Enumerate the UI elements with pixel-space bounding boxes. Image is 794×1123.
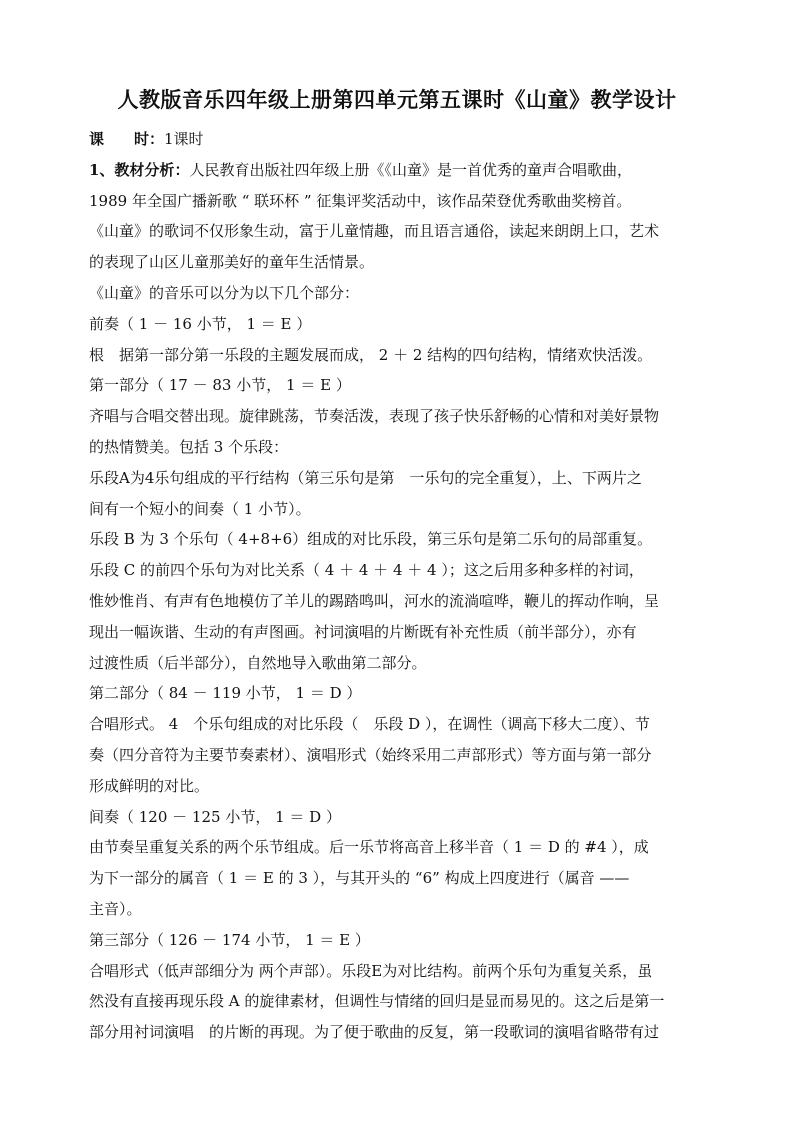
paragraph-line: 合唱形式（低声部细分为 两个声部）。乐段E为对比结构。前两个乐句为重复关系，虽	[89, 961, 653, 980]
section-1-heading-line	[89, 155, 714, 186]
paragraph-line: 乐段 B 为 3 个乐句（ 4+8+6）组成的对比乐段，第三乐句是第二乐句的局部重复。	[89, 530, 653, 549]
section-heading-part-2: 第二部分（ 84 － 119 小节， 1 ＝ D ）	[89, 684, 362, 703]
paragraph-line: 乐段 C 的前四个乐句为对比关系（ 4 ＋ 4 ＋ 4 ＋ 4 ）；这之后用多种多样的衬词，	[89, 561, 644, 580]
section-heading-part-1: 第一部分（ 17 － 83 小节， 1 ＝ E ）	[89, 376, 351, 395]
paragraph-line: 惟妙惟肖、有声有色地模仿了羊儿的踢踏鸣叫，河水的流淌喧哗，鞭儿的挥动作响，呈	[89, 591, 660, 610]
paragraph-line: 乐段A为4乐句组成的平行结构（第三乐句是第 一乐句的完全重复），上、下两片之	[89, 468, 642, 487]
section-heading-intro: 前奏（ 1 － 16 小节， 1 ＝ E ）	[89, 314, 312, 333]
paragraph-line: 人民教育出版社四年级上册《《山童》是一首优秀的童声合唱歌曲，	[189, 160, 632, 179]
paragraph-line: 齐唱与合唱交替出现。旋律跳荡，节奏活泼，表现了孩子快乐舒畅的心情和对美好景物	[89, 407, 660, 426]
paragraph-line: 的表现了山区儿童那美好的童年生活情景。	[89, 253, 375, 272]
paragraph-line: 现出一幅诙谐、生动的有声图画。衬词演唱的片断既有补充性质（前半部分），亦有	[89, 622, 637, 641]
paragraph-line: 《山童》的音乐可以分为以下几个部分：	[89, 283, 360, 302]
section-1-label: 1、教材分析：	[89, 160, 190, 179]
section-heading-interlude: 间奏（ 120 － 125 小节， 1 ＝ D ）	[89, 807, 341, 826]
lesson-hours-label: 课 时：	[89, 130, 165, 148]
document-title: 人教版音乐四年级上册第四单元第五课时《山童》教学设计	[117, 87, 677, 112]
lesson-hours-value: 1课时	[164, 130, 204, 148]
document-body	[89, 124, 714, 1048]
paragraph-line: 过渡性质（后半部分），自然地导入歌曲第二部分。	[89, 653, 427, 672]
paragraph-line: 的热情赞美。包括 3 个乐段：	[89, 437, 289, 456]
section-heading-part-3: 第三部分（ 126 － 174 小节， 1 ＝ E ）	[89, 930, 370, 949]
paragraph-line: 根 据第一部分第一乐段的主题发展而成， 2 ＋ 2 结构的四句结构，情绪欢快活泼。	[89, 345, 653, 364]
paragraph-line: 1989 年全国广播新歌 “ 联环杯 ” 征集评奖活动中，该作品荣登优秀歌曲奖榜首。	[89, 191, 632, 210]
paragraph-line: 间有一个短小的间奏（ 1 小节）。	[89, 499, 311, 518]
paragraph-line: 为下一部分的属音（ 1 ＝ E 的 3 ），与其开头的 “6” 构成上四度进行（属音 ——	[89, 869, 630, 888]
paragraph-line: 奏（四分音符为主要节奏素材）、演唱形式（始终采用二声部形式）等方面与第一部分	[89, 745, 652, 764]
paragraph-line: 形成鲜明的对比。	[89, 776, 210, 795]
paragraph-line: 主音）。	[89, 899, 142, 918]
paragraph-line: 《山童》的歌词不仅形象生动，富于儿童情趣，而且语言通俗，读起来朗朗上口，艺术	[89, 222, 660, 241]
paragraph-line: 合唱形式。 4 个乐句组成的对比乐段（ 乐段 D ），在调性（调高下移大二度）、节	[89, 715, 650, 734]
paragraph-line: 由节奏呈重复关系的两个乐节组成。后一乐节将高音上移半音（ 1 ＝ D 的 #4 ），成	[89, 838, 649, 857]
lesson-hours-line	[89, 124, 714, 155]
paragraph-line: 部分用衬词演唱 的片断的再现。为了便于歌曲的反复，第一段歌词的演唱省略带有过	[89, 1023, 660, 1042]
paragraph-line: 然没有直接再现乐段 A 的旋律素材，但调性与情绪的回归是显而易见的。这之后是第一	[89, 992, 665, 1011]
